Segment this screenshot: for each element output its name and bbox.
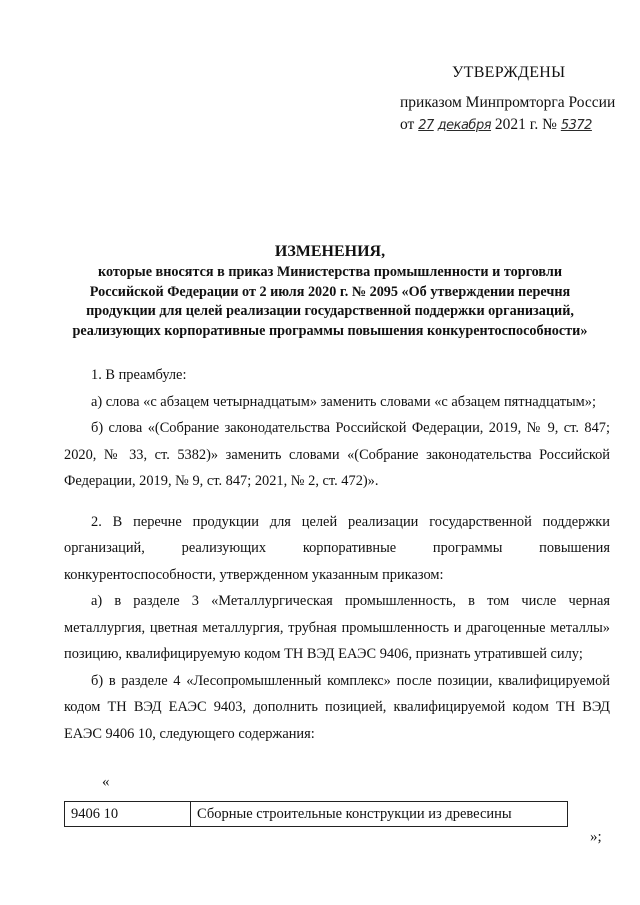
approval-date-line [400, 114, 615, 137]
table-cell-description: Сборные строительные конструкции из древесины [191, 802, 568, 827]
table-cell-code: 9406 10 [65, 802, 191, 827]
paragraph-preamble-heading: 1. В преамбуле: [91, 367, 187, 383]
handwritten-day: 27 [418, 118, 434, 133]
date-prefix: от [400, 116, 415, 133]
paragraph-list-heading: 2. В перечне продукции для целей реализации государственной поддержки организаций, реализующих корпоративные программы повышения конкурентоспособности, утвержденном указанным приказом: [64, 513, 610, 583]
subtitle-line: Российской Федерации от 2 июля 2020 г. № 2095 «Об утверждении перечня [89, 283, 571, 300]
date-year: 2021 г. № [494, 116, 557, 133]
approval-block [400, 62, 615, 137]
paragraph-preamble-a: а) слова «с абзацем четырнадцатым» заменить словами «с абзацем пятнадцатым»; [91, 393, 596, 410]
paragraph-list-b: б) в разделе 4 «Лесопромышленный комплекс» после позиции, квалифицируемой кодом ТН ВЭД ЕАЭС 9403, дополнить позицией, квалифицируемой кодом ТН ВЭД ЕАЭС 9406 10, следующего содержания: [64, 672, 610, 742]
document-title: ИЗМЕНЕНИЯ, [274, 243, 386, 260]
handwritten-month: декабря [437, 118, 492, 133]
paragraph-list-a: а) в разделе 3 «Металлургическая промышленность, в том числе черная металлургия, цветная металлургия, трубная промышленность и драгоценные металлы» позицию, квалифицируемую кодом ТН ВЭД ЕАЭС 9406, признать утратившей силу; [64, 593, 610, 662]
paragraph-preamble-b: б) слова «(Собрание законодательства Российской Федерации, 2019, № 9, ст. 847; 2020, № 33, ст. 5382)» заменить словами «(Собрание законодательства Российской Федерации, 2019, № 9, ст. 847; 2021, № 2, ст. 472)». [64, 420, 610, 489]
approval-heading: УТВЕРЖДЕНЫ [452, 64, 566, 81]
opening-quote: « [102, 774, 110, 790]
closing-quote: »; [590, 829, 602, 845]
table-row [65, 802, 568, 827]
document-body [64, 362, 610, 747]
insert-table [64, 801, 568, 827]
document-subtitle [60, 263, 600, 341]
handwritten-order-number: 5372 [560, 118, 592, 133]
approval-order-line: приказом Минпромторга России [400, 94, 616, 111]
subtitle-line: реализующих корпоративные программы повышения конкурентоспособности» [72, 322, 588, 339]
subtitle-line: которые вносятся в приказ Министерства промышленности и торговли [97, 264, 563, 280]
subtitle-line: продукции для целей реализации государственной поддержки организаций, [86, 303, 574, 319]
